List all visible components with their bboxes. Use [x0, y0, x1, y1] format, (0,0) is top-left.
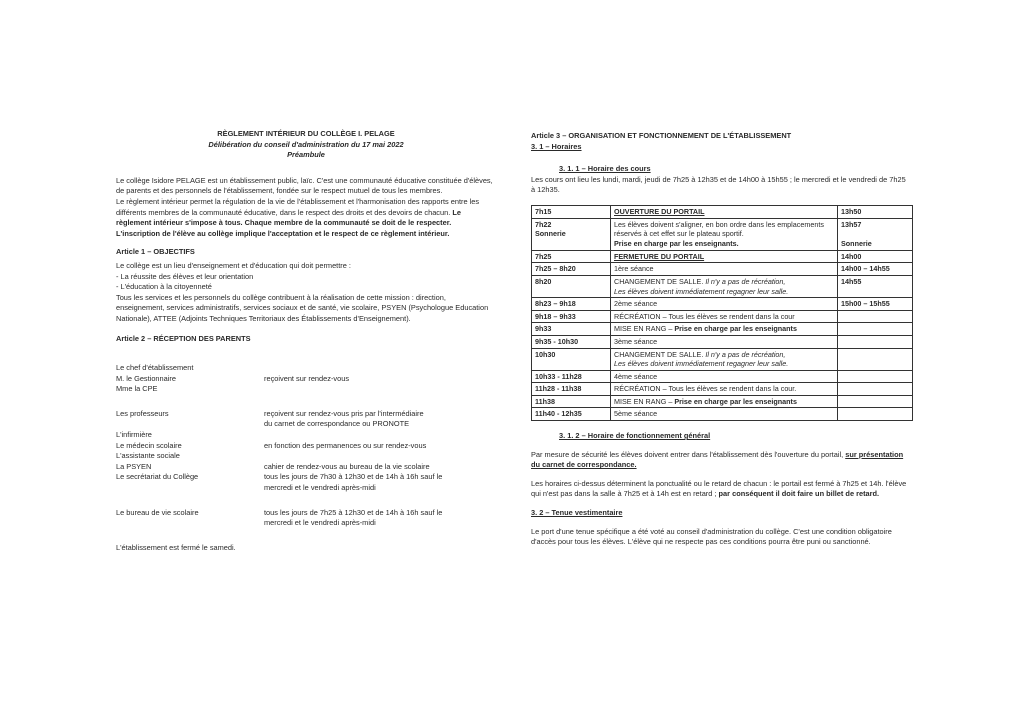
section-3-1-2-body-2: Les horaires ci-dessus déterminent la ponctualité ou le retard de chacun : le portail est fermé à 7h25 et 14h. l'élève qui n'est pas dans la salle à 7h25 et à 14h est en retard ;: [531, 478, 907, 499]
section-3-1-title: 3. 1 – Horaires: [531, 141, 582, 151]
schedule-desc-bold-line: Prise en charge par les enseignants.: [614, 238, 739, 248]
schedule-time: 11h40 - 12h35: [535, 409, 582, 419]
schedule-time: 10h30: [535, 349, 556, 359]
schedule-desc: RÉCRÉATION – Tous les élèves se rendent dans la cour: [614, 311, 795, 321]
schedule-afternoon-cell: [838, 395, 913, 408]
section-3-1-2-title: 3. 1. 2 – Horaire de fonctionnement général: [559, 431, 711, 441]
schedule-desc: 2ème séance: [614, 299, 658, 309]
schedule-time-cell: [532, 263, 611, 276]
schedule-afternoon-cell: [838, 335, 913, 348]
schedule-row: [532, 218, 913, 250]
schedule-row: [532, 205, 913, 218]
schedule-time: 8h20: [535, 276, 552, 286]
article-1-line: Le collège est un lieu d'enseignement et d'éducation qui doit permettre :: [116, 260, 351, 270]
section-3-2-text: Le port d'une tenue spécifique a été voté au conseil d'administration du collège. C'est une condition obligatoire d'accès pour tous les élèves. L'élève qui ne respecte pas ces conditions pourra être puni ou sanctionné.: [531, 526, 892, 547]
schedule-time: 9h18 – 9h33: [535, 311, 576, 321]
schedule-desc: RÉCRÉATION – Tous les élèves se rendent dans la cour.: [614, 384, 797, 394]
schedule-afternoon-time: 14h00: [841, 251, 862, 261]
schedule-desc-cell: [611, 383, 838, 396]
reception-info: tous les jours de 7h25 à 12h30 et de 14h à 16h sauf le: [264, 507, 443, 517]
schedule-time-cell: [532, 383, 611, 396]
schedule-time: 7h25: [535, 251, 552, 261]
schedule-afternoon-cell: [838, 408, 913, 421]
reception-list: [116, 363, 496, 553]
schedule-desc-cell: [611, 408, 838, 421]
reception-role: Le médecin scolaire: [116, 440, 182, 450]
schedule-desc-bold: Prise en charge par les enseignants: [674, 396, 797, 406]
schedule-desc-bold: Prise en charge par les enseignants: [674, 324, 797, 334]
section-3-1-2-emphasis: sur présentation du carnet de correspondance.: [531, 449, 904, 470]
schedule-afternoon-cell: [838, 218, 913, 250]
reception-role: M. le Gestionnaire: [116, 373, 176, 383]
schedule-row: [532, 250, 913, 263]
schedule-desc-cell: [611, 310, 838, 323]
article-2-title: Article 2 – RÉCEPTION DES PARENTS: [116, 333, 251, 343]
schedule-time: 9h33: [535, 324, 552, 334]
schedule-desc: 3ème séance: [614, 336, 658, 346]
schedule-afternoon-time: 14h00 – 14h55: [841, 264, 890, 274]
article-1-body: [116, 261, 496, 325]
schedule-desc-italic: Il n'y a pas de récréation,: [705, 349, 786, 359]
schedule-row: [532, 395, 913, 408]
reception-info: du carnet de correspondance ou PRONOTE: [264, 419, 410, 429]
reception-role: L'assistante sociale: [116, 451, 180, 461]
article-3-title: Article 3 – ORGANISATION ET FONCTIONNEMENT DE L'ÉTABLISSEMENT: [531, 131, 792, 140]
schedule-afternoon-cell: [838, 205, 913, 218]
schedule-time-cell: [532, 408, 611, 421]
schedule-desc-cell: [611, 218, 838, 250]
schedule-table: [531, 205, 913, 421]
section-3-1-1-title: 3. 1. 1 – Horaire des cours: [559, 164, 651, 174]
reception-info: en fonction des permanences ou sur rendez-vous: [264, 440, 427, 450]
section-3-1-1-text: Les cours ont lieu les lundi, mardi, jeudi de 7h25 à 12h35 et de 14h00 à 15h55 ; le mercredi et le vendredi de 7h25 à 12h35.: [531, 174, 906, 195]
schedule-desc-cell: [611, 275, 838, 297]
schedule-desc-italic: Il n'y a pas de récréation,: [705, 276, 786, 286]
schedule-afternoon-cell: [838, 275, 913, 297]
section-3-1-2-text-2: [531, 479, 911, 500]
preamble-title: Préambule: [287, 150, 325, 160]
schedule-row: [532, 383, 913, 396]
schedule-afternoon-cell: [838, 263, 913, 276]
schedule-desc: Les élèves doivent s'aligner, en bon ordre dans les emplacements réservés à cet effet sur le plateau sportif.: [614, 219, 824, 239]
schedule-time-cell: [532, 275, 611, 297]
section-3-2-title: 3. 2 – Tenue vestimentaire: [531, 508, 623, 518]
reception-info: mercredi et le vendredi après-midi: [264, 483, 376, 493]
reception-role: L'infirmière: [116, 430, 152, 440]
schedule-time-cell: [532, 298, 611, 311]
schedule-time: 11h28 - 11h38: [535, 384, 582, 394]
schedule-time: 7h25 – 8h20: [535, 264, 576, 274]
schedule-row: [532, 310, 913, 323]
schedule-afternoon-cell: [838, 310, 913, 323]
schedule-time: 9h35 - 10h30: [535, 336, 579, 346]
document-title: RÈGLEMENT INTÉRIEUR DU COLLÈGE I. PELAGE: [217, 129, 395, 138]
schedule-row: [532, 323, 913, 336]
schedule-row: [532, 263, 913, 276]
reception-info: reçoivent sur rendez-vous pris par l'intermédiaire: [264, 408, 424, 418]
schedule-desc: MISE EN RANG –: [614, 396, 675, 406]
schedule-afternoon-cell: [838, 383, 913, 396]
schedule-row: [532, 370, 913, 383]
schedule-desc-cell: [611, 395, 838, 408]
schedule-afternoon-cell: [838, 298, 913, 311]
schedule-afternoon-cell: [838, 250, 913, 263]
article-1-title: Article 1 – OBJECTIFS: [116, 247, 195, 257]
schedule-time-note: Sonnerie: [535, 229, 566, 239]
section-3-1-2-emphasis-2: par conséquent il doit faire un billet de retard.: [718, 489, 880, 499]
reception-role: Mme la CPE: [116, 384, 158, 394]
schedule-desc: 4ème séance: [614, 371, 658, 381]
schedule-time-cell: [532, 205, 611, 218]
schedule-row: [532, 298, 913, 311]
schedule-time-cell: [532, 250, 611, 263]
left-column: [116, 129, 496, 553]
schedule-time-cell: [532, 218, 611, 250]
schedule-row: [532, 275, 913, 297]
preamble-text: [116, 176, 496, 240]
reception-info: mercredi et le vendredi après-midi: [264, 518, 376, 528]
schedule-desc: MISE EN RANG –: [614, 324, 675, 334]
schedule-time-cell: [532, 310, 611, 323]
schedule-afternoon-note: Sonnerie: [841, 239, 872, 249]
schedule-desc-cell: [611, 263, 838, 276]
schedule-row: [532, 335, 913, 348]
schedule-afternoon-cell: [838, 323, 913, 336]
schedule-afternoon-time: 15h00 – 15h55: [841, 299, 890, 309]
schedule-desc: CHANGEMENT DE SALLE.: [614, 349, 706, 359]
schedule-desc-cell: [611, 348, 838, 370]
right-column: [531, 131, 911, 548]
section-3-1-2-body: Par mesure de sécurité les élèves doivent entrer dans l'établissement dès l'ouverture du portail,: [531, 449, 846, 459]
schedule-desc: FERMETURE DU PORTAIL: [614, 251, 705, 261]
schedule-desc-cell: [611, 335, 838, 348]
reception-role: Le bureau de vie scolaire: [116, 507, 199, 517]
schedule-time: 8h23 – 9h18: [535, 299, 576, 309]
schedule-time: 7h22: [535, 219, 552, 229]
schedule-time: 7h15: [535, 206, 552, 216]
schedule-time-cell: [532, 370, 611, 383]
article-1-line: - La réussite des élèves et leur orientation: [116, 271, 254, 281]
article-1-line: - L'éducation à la citoyenneté: [116, 282, 212, 292]
reception-role: Le secrétariat du Collège: [116, 472, 199, 482]
closed-saturday-note: L'établissement est fermé le samedi.: [116, 542, 236, 552]
reception-role: Le chef d'établissement: [116, 363, 194, 373]
section-3-1-2-text: [531, 450, 911, 471]
schedule-time: 11h38: [535, 396, 555, 406]
schedule-desc: 5ème séance: [614, 409, 658, 419]
schedule-desc-cell: [611, 205, 838, 218]
schedule-desc-italic-2: Les élèves doivent immédiatement regagner leur salle.: [614, 286, 789, 296]
schedule-afternoon-time: 14h55: [841, 276, 862, 286]
schedule-desc: 1ère séance: [614, 264, 654, 274]
schedule-afternoon-cell: [838, 348, 913, 370]
schedule-desc-cell: [611, 370, 838, 383]
schedule-time-cell: [532, 335, 611, 348]
schedule-time-cell: [532, 395, 611, 408]
schedule-afternoon-cell: [838, 370, 913, 383]
schedule-desc-cell: [611, 298, 838, 311]
intro-bold-2: L'inscription de l'élève au collège implique l'acceptation et le respect de ce règlement intérieur.: [116, 228, 450, 238]
intro-paragraph: Le collège Isidore PELAGE est un établissement public, laïc. C'est une communauté éducative constituée d'élèves, de parents et des personnels de l'établissement, fondée sur le respect mutuel de tous les membres.: [116, 175, 493, 196]
document-subtitle: Délibération du conseil d'administration du 17 mai 2022: [208, 139, 404, 149]
schedule-row: [532, 408, 913, 421]
schedule-desc: OUVERTURE DU PORTAIL: [614, 206, 705, 216]
schedule-time: 10h33 - 11h28: [535, 371, 582, 381]
reception-info: reçoivent sur rendez-vous: [264, 373, 350, 383]
intro-bold: Le règlement intérieur s'impose à tous. Chaque membre de la communauté se doit de le respecter.: [116, 207, 461, 228]
schedule-afternoon-time: 13h50: [841, 206, 862, 216]
reception-role: Les professeurs: [116, 408, 169, 418]
intro-paragraph: Le règlement intérieur permet la régulation de la vie de l'établissement et l'harmonisation des rapports entre les différents membres de la communauté éducative, dans le respect des droits et des devoirs de chacun.: [116, 196, 480, 217]
reception-info: cahier de rendez-vous au bureau de la vie scolaire: [264, 461, 430, 471]
reception-info: tous les jours de 7h30 à 12h30 et de 14h à 16h sauf le: [264, 472, 443, 482]
schedule-afternoon-time: 13h57: [841, 219, 862, 229]
schedule-desc-cell: [611, 323, 838, 336]
schedule-time-cell: [532, 323, 611, 336]
schedule-row: [532, 348, 913, 370]
schedule-desc-cell: [611, 250, 838, 263]
title-block: [116, 129, 496, 161]
schedule-time-cell: [532, 348, 611, 370]
schedule-desc: CHANGEMENT DE SALLE.: [614, 276, 706, 286]
reception-role: La PSYEN: [116, 461, 152, 471]
article-1-line: Tous les services et les personnels du collège contribuent à la réalisation de cette mission : direction, enseignement, services administratifs, services sociaux et de santé, vie scolaire, PSYEN (Psychologue Education Nationale), ATTEE (Adjoints Techniques Territoriaux des Établissements d'Enseignement).: [116, 292, 489, 323]
schedule-desc-italic-2: Les élèves doivent immédiatement regagner leur salle.: [614, 359, 789, 369]
